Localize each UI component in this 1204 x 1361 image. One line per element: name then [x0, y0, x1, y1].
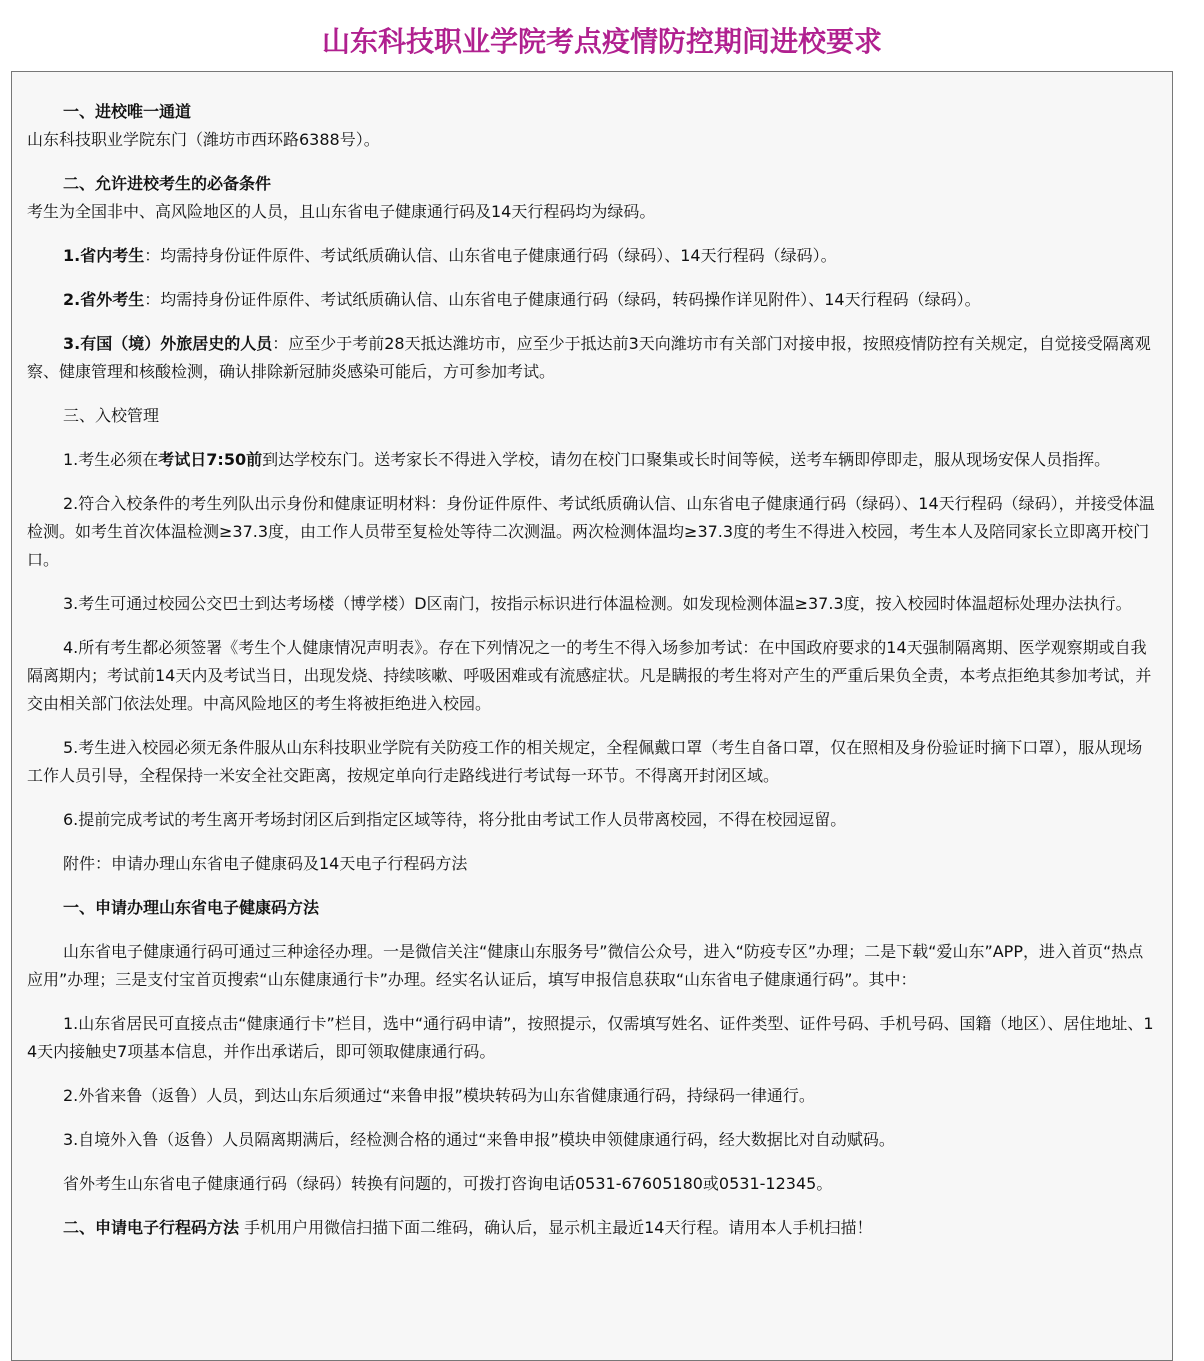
health-code-item-1: 1.山东省居民可直接点击“健康通行卡”栏目，选中“通行码申请”，按照提示，仅需填写姓名、证件类型、证件号码、手机号码、国籍（地区）、居住地址、14天内接触史7项基本信息，并作出承诺后，即可领取健康通行码。 — [27, 1014, 1154, 1061]
condition-label: 1.省内考生 — [63, 246, 145, 265]
page-title: 山东科技职业学院考点疫情防控期间进校要求 — [321, 25, 882, 58]
appendix-heading-health-code: 一、申请办理山东省电子健康码方法 — [63, 898, 320, 917]
condition-text: ：均需持身份证件原件、考试纸质确认信、山东省电子健康通行码（绿码，转码操作详见附件）、14天行程码（绿码）。 — [144, 290, 981, 309]
section-entrance — [27, 98, 1158, 154]
appendix-heading-itinerary: 二、申请电子行程码方法 — [63, 1218, 240, 1237]
management-text: 到达学校东门。送考家长不得进入学校，请勿在校门口聚集或长时间等候，送考车辆即停即走，服从现场安保人员指挥。 — [262, 450, 1111, 469]
appendix-title: 附件：申请办理山东省电子健康码及14天电子行程码方法 — [63, 854, 468, 873]
management-item-2: 2.符合入校条件的考生列队出示身份和健康证明材料：身份证件原件、考试纸质确认信、山东省电子健康通行码（绿码）、14天行程码（绿码），并接受体温检测。如考生首次体温检测≥37.3度，由工作人员带至复检处等待二次测温。两次检测体温均≥37.3度的考生不得进入校园，考生本人及陪同家长立即离开校门口。 — [27, 494, 1155, 569]
condition-item-2 — [27, 286, 1158, 314]
section-heading-management: 三、入校管理 — [63, 406, 160, 425]
section-heading: 一、进校唯一通道 — [63, 102, 192, 121]
condition-item-3 — [27, 330, 1158, 386]
entrance-text: 山东科技职业学院东门（潍坊市西环路6388号）。 — [27, 130, 380, 149]
management-item-3: 3.考生可通过校园公交巴士到达考场楼（博学楼）D区南门，按指示标识进行体温检测。如发现检测体温≥37.3度，按入校园时体温超标处理办法执行。 — [63, 594, 1132, 613]
itinerary-text: 手机用户用微信扫描下面二维码，确认后，显示机主最近14天行程。请用本人手机扫描！ — [239, 1218, 873, 1237]
section-heading: 二、允许进校考生的必备条件 — [63, 174, 272, 193]
management-item-4: 4.所有考生都必须签署《考生个人健康情况声明表》。存在下列情况之一的考生不得入场参加考试：在中国政府要求的14天强制隔离期、医学观察期或自我隔离期内；考试前14天内及考试当日，出现发烧、持续咳嗽、呼吸困难或有流感症状。凡是瞒报的考生将对产生的严重后果负全责，本考点拒绝其参加考试，并交由相关部门依法处理。中高风险地区的考生将被拒绝进入校园。 — [27, 638, 1152, 713]
exam-time: 考试日7:50前 — [158, 450, 263, 469]
condition-text: ：均需持身份证件原件、考试纸质确认信、山东省电子健康通行码（绿码）、14天行程码（绿码）。 — [144, 246, 837, 265]
itinerary-code-section — [27, 1214, 1158, 1242]
section-conditions — [27, 170, 1158, 226]
conditions-text: 考生为全国非中、高风险地区的人员，且山东省电子健康通行码及14天行程码均为绿码。 — [27, 202, 656, 221]
condition-label: 2.省外考生 — [63, 290, 145, 309]
management-item-5: 5.考生进入校园必须无条件服从山东科技职业学院有关防疫工作的相关规定，全程佩戴口罩（考生自备口罩，仅在照相及身份验证时摘下口罩），服从现场工作人员引导，全程保持一米安全社交距离，按规定单向行走路线进行考试每一环节。不得离开封闭区域。 — [27, 738, 1143, 785]
health-code-item-2: 2.外省来鲁（返鲁）人员，到达山东后须通过“来鲁申报”模块转码为山东省健康通行码，持绿码一律通行。 — [63, 1086, 815, 1105]
hotline-text: 省外考生山东省电子健康通行码（绿码）转换有问题的，可拨打咨询电话0531-67605180或0531-12345。 — [63, 1174, 833, 1193]
condition-label: 3.有国（境）外旅居史的人员 — [63, 334, 273, 353]
condition-item-1 — [27, 242, 1158, 270]
health-code-item-3: 3.自境外入鲁（返鲁）人员隔离期满后，经检测合格的通过“来鲁申报”模块申领健康通行码，经大数据比对自动赋码。 — [63, 1130, 895, 1149]
condition-text: ：应至少于考前28天抵达潍坊市，应至少于抵达前3天向潍坊市有关部门对接申报，按照疫情防控有关规定，自觉接受隔离观察、健康管理和核酸检测，确认排除新冠肺炎感染可能后，方可参加考试。 — [27, 334, 1151, 381]
health-code-intro: 山东省电子健康通行码可通过三种途径办理。一是微信关注“健康山东服务号”微信公众号，进入“防疫专区”办理；二是下载“爱山东”APP，进入首页“热点应用”办理；三是支付宝首页搜索“山东健康通行卡”办理。经实名认证后，填写申报信息获取“山东省电子健康通行码”。其中： — [27, 942, 1144, 989]
management-text: 1.考生必须在 — [63, 450, 159, 469]
management-item-1 — [27, 446, 1158, 474]
notice-content — [11, 71, 1173, 1361]
management-item-6: 6.提前完成考试的考生离开考场封闭区后到指定区域等待，将分批由考试工作人员带离校园，不得在校园逗留。 — [63, 810, 847, 829]
